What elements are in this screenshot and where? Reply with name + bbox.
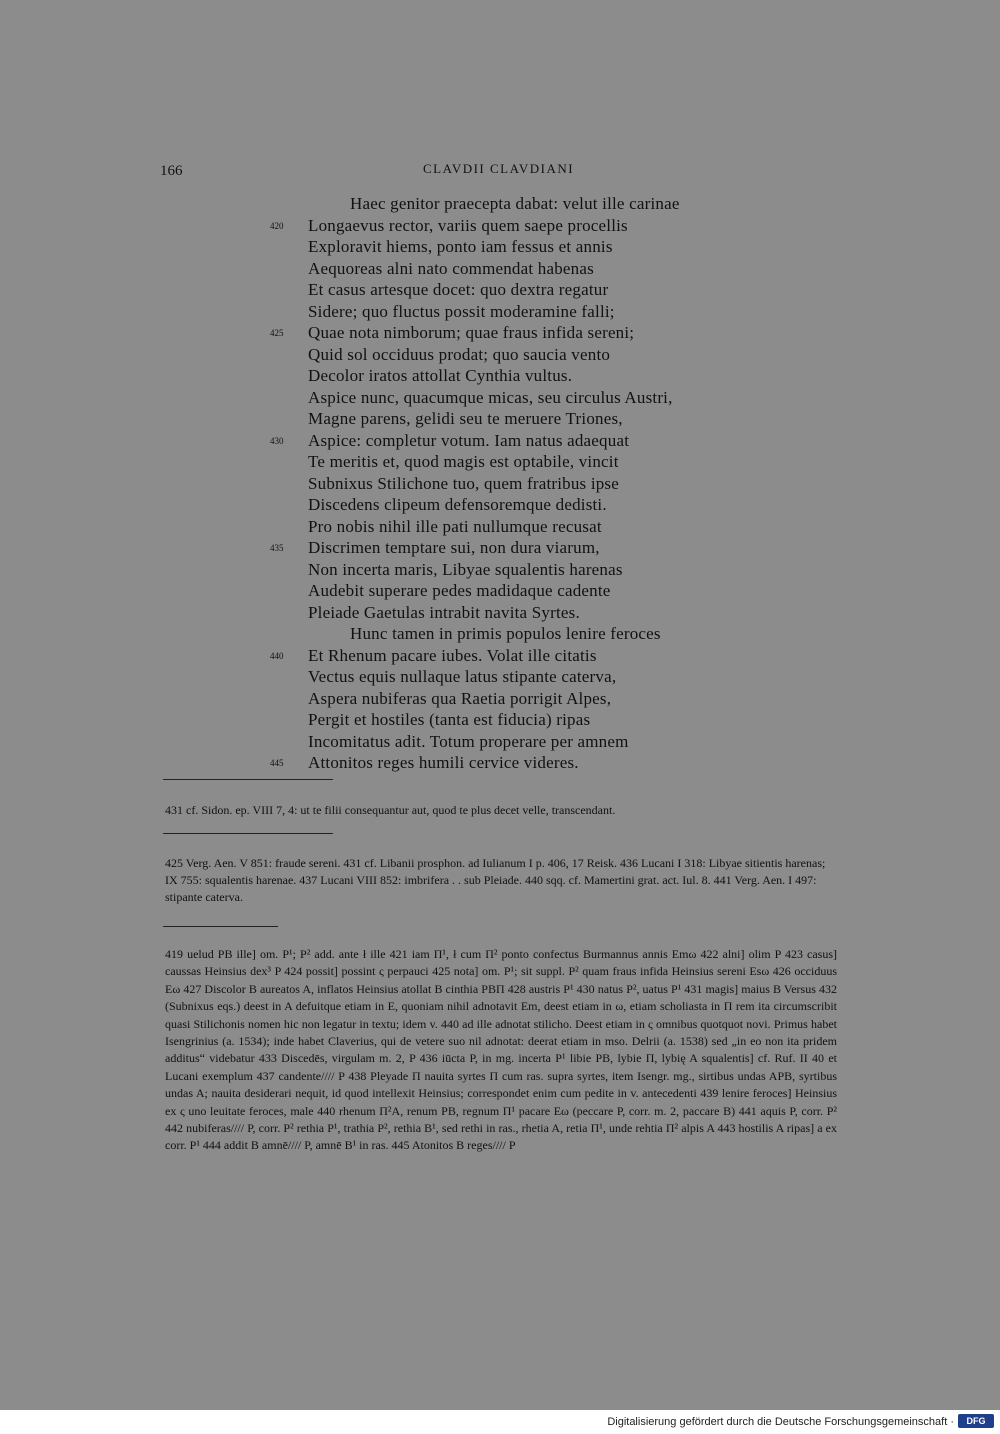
- line-text: Et Rhenum pacare iubes. Volat ille citatis: [308, 645, 597, 665]
- poem-line: [0, 624, 1000, 646]
- poem-line: [0, 345, 1000, 367]
- poem-line: [0, 646, 1000, 668]
- line-text: Vectus equis nullaque latus stipante caterva,: [308, 667, 617, 686]
- line-text: Te meritis et, quod magis est optabile, vincit: [308, 452, 619, 471]
- parallel-passages-2: [165, 855, 835, 906]
- separator-rule: [163, 926, 278, 927]
- line-number: 435: [270, 543, 284, 553]
- poem-line: [0, 667, 1000, 689]
- line-text: Subnixus Stilichone tuo, quem fratribus ipse: [308, 473, 619, 493]
- line-text: Quae nota nimborum; quae fraus infida sereni;: [308, 323, 635, 342]
- running-title: CLAVDII CLAVDIANI: [423, 161, 575, 176]
- poem-line: [0, 323, 1000, 345]
- line-text: Quid sol occiduus prodat; quo saucia vento: [308, 344, 611, 364]
- line-number: 430: [270, 435, 284, 446]
- poem-line: [0, 409, 1000, 431]
- line-text: Decolor iratos attollat Cynthia vultus.: [308, 366, 573, 385]
- line-text: Et casus artesque docet: quo dextra regatur: [308, 280, 609, 299]
- dfg-logo: DFG: [958, 1414, 994, 1428]
- parallel-passages-1: [165, 802, 835, 819]
- poem-line: [0, 194, 1000, 216]
- poem-line: [0, 560, 1000, 582]
- line-text: Attonitos reges humili cervice videres.: [308, 753, 579, 772]
- line-number: 440: [270, 650, 284, 661]
- line-text: Aspice: completur votum. Iam natus adaequat: [308, 430, 630, 450]
- poem-text: [0, 194, 1000, 775]
- poem-line: [0, 538, 1000, 560]
- poem-line: [0, 237, 1000, 259]
- line-text: Pleiade Gaetulas intrabit navita Syrtes.: [308, 602, 580, 622]
- line-text: Non incerta maris, Libyae squalentis harenas: [308, 559, 623, 579]
- line-number: 425: [270, 328, 284, 338]
- line-text: Haec genitor praecepta dabat: velut ille carinae: [350, 194, 680, 213]
- line-text: Audebit superare pedes madidaque cadente: [308, 581, 611, 600]
- separator-rule: [163, 833, 333, 834]
- separator-rule: [163, 779, 333, 780]
- line-text: Aequoreas alni nato commendat habenas: [308, 258, 594, 278]
- line-text: Exploravit hiems, ponto iam fessus et annis: [308, 237, 613, 256]
- funding-notice: Digitalisierung gefördert durch die Deutsche Forschungsgemeinschaft ·: [607, 1416, 954, 1428]
- poem-line: [0, 259, 1000, 281]
- page-number: 166: [160, 163, 183, 179]
- parallels-1-text: 431 cf. Sidon. ep. VIII 7, 4: ut te filii consequantur aut, quod te plus decet velle, transcendant.: [165, 803, 616, 817]
- poem-line: [0, 495, 1000, 517]
- poem-line: [0, 302, 1000, 324]
- poem-line: [0, 366, 1000, 388]
- poem-line: [0, 753, 1000, 775]
- line-text: Aspice nunc, quacumque micas, seu circulus Austri,: [308, 387, 673, 407]
- poem-line: [0, 216, 1000, 238]
- poem-line: [0, 710, 1000, 732]
- poem-line: [0, 431, 1000, 453]
- line-text: Discrimen temptare sui, non dura viarum,: [308, 538, 600, 557]
- apparatus-text: 419 uelud PB ille] om. P¹; P² add. ante ł ille 421 iam Π¹, ł cum Π² ponto confectus Burmannus annis Εmω 422 alni] olim P 423 casus] caussas Heinsius dex³ P 424 possit] possint ς perpauci 425 nota] om. P¹; sit suppl. P² quam fraus infida Heinsius sereni Εsω 426 occiduus Εω 427 Discolor B aureatos A, inflatos Heinsius atollat B cinthia PBΠ 428 austris P¹ 430 natus P², uatus P¹ 431 magis] maius B Versus 432 (Subnixus eqs.) deest in A defuitque etiam in E, quoniam nihil adnotavit Em, deest etiam in ω, etiam scholiasta in Π rem ita circumscribit quasi Stilichonis nomen hic non legatur in textu; idem v. 440 ad ille adnotat stilicho. Deest etiam in ς omnibus quotquot novi. Primus habet Isengrinius (a. 1534); inde habet Claverius, qui de vetere suo nil adnotat: deerat etiam in mso. Delrii (a. 1538) sed „in eo non ita pridem additus“ videbatur 433 Discedēs, virgulam m. 2, P 436 iūcta P, in mg. incerta P¹ libie PB, lybie Π, lybię A squalentis] cf. Ruf. II 40 et Lucani exemplum 437 candente//// P 438 Pleyade Π nauita syrtes Π cum ras. supra syrtes, item Isengr. mg., sirtibus undas APB, syrtibus undas A; nauita desiderari nequit, id quod intellexit Heinsius; correspondet enim cum pedite in v. antecedenti 439 lenire feroces] Heinsius ex ς uno leuitate feroces, male 440 rhenum Π²A, renum PB, regnum Π¹ pacare Εω (peccare P, corr. m. 2, paccare B) 441 aquis P, corr. P² 442 nubiferas//// P, corr. P² rethia P¹, trathia P², rethia B¹, sed rethi in ras., rhetia A, retia Π¹, unde rehtia Π² alpis A 443 hostilis A ripas] a ex corr. P¹ 444 addit B amnē//// P, amnē B¹ in ras. 445 Atonitos B reges//// P: [165, 947, 837, 1153]
- line-text: Pergit et hostiles (tanta est fiducia) ripas: [308, 710, 591, 729]
- poem-line: [0, 452, 1000, 474]
- line-text: Magne parens, gelidi seu te meruere Triones,: [308, 409, 623, 428]
- poem-line: [0, 517, 1000, 539]
- line-number: 445: [270, 758, 284, 768]
- line-text: Longaevus rector, variis quem saepe procellis: [308, 215, 628, 235]
- line-text: Aspera nubiferas qua Raetia porrigit Alpes,: [308, 688, 612, 708]
- critical-apparatus: [165, 946, 837, 1155]
- poem-line: [0, 689, 1000, 711]
- parallels-2-text: 425 Verg. Aen. V 851: fraude sereni. 431 cf. Libanii prosphon. ad Iulianum I p. 406, 17 Reisk. 436 Lucani I 318: Libyae sitientis harenas; IX 755: squalentis harenae. 437 Lucani VIII 852: imbrifera . . sub Pleiade. 440 sqq. cf. Mamertini grat. act. Iul. 8. 441 Verg. Aen. I 497: stipante caterva.: [165, 856, 826, 904]
- poem-line: [0, 280, 1000, 302]
- poem-line: [0, 388, 1000, 410]
- line-text: Sidere; quo fluctus possit moderamine falli;: [308, 301, 615, 321]
- line-number: 420: [270, 220, 284, 231]
- line-text: Pro nobis nihil ille pati nullumque recusat: [308, 516, 602, 536]
- poem-line: [0, 603, 1000, 625]
- footer-bar: [0, 1410, 1000, 1434]
- poem-line: [0, 581, 1000, 603]
- line-text: Hunc tamen in primis populos lenire feroces: [350, 624, 661, 643]
- poem-line: [0, 732, 1000, 754]
- line-text: Incomitatus adit. Totum properare per amnem: [308, 731, 629, 751]
- line-text: Discedens clipeum defensoremque dedisti.: [308, 495, 607, 514]
- poem-line: [0, 474, 1000, 496]
